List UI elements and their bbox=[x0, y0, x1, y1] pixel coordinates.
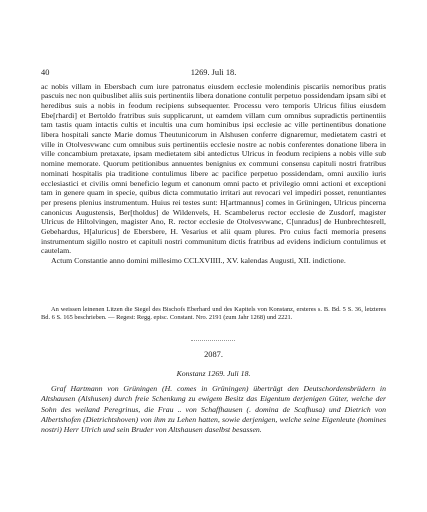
charter-main-paragraph: ac nobis villam in Ebersbach cum iure patronatus eiusdem ecclesie molendinis piscariis nemoribus pratis pascuis nec non quibuslibet aliis suis pertinentiis libera donatione contulit perpetuo possidendam ipsam sibi et heredibus suis a nobis in feodum recipiens subsequenter. Processu vero temporis Ulricus filius eiusdem Ebe[rhardi] et Bertoldo fratribus suis supplicarunt, ut eamdem villam cum omnibus supradictis pertinentiis tam tastis quam intactis cultis et incultis una cum hominibus ipsi ecclesie ac ville pertinentibus donatione libera hospitali sancte Marie domus Theutunicorum in Alshusen conferre dignaremur, medietatem castri et ville in Otolvesvwanc cum omnibus suis pertinentiis ecclesie nostre ac nobis conferentes donatione libera in ville concambium pretaxate, ipsam medietatem sibi antedictus Ulricus in feodum recipiens a nobis ville sub nomine memorate. Quorum petitionibus annuentes benignius ex communi consensu capituli nostri fratribus nominati hospitalis pia traditione contulimus libere ac pacifice perpetuo possidendam, omni auxilio iuris ecclesiastici et civilis omni beneficio legum et canonum omni pacto et privilegio omni actioni et exceptioni tam in genere quam in specie, quibus dicta commutatio irritari aut revocari vel impediri posset, renuntiantes per presens plenius instrumentum. Huius rei testes sunt: H[artmannus] comes in Grüningen, Ulricus pincerna canonicus Augustensis, Ber[tholdus] de Wildenvels, H. Scambelerus rector ecclesie de Zusdorf, magister Ulricus de Hiltolvingen, magister Ano, R. rector ecclesie de Otolvesvwanc, C[unradus] de Hunbrechtesrell, Gebehardus, H[aluricus] de Ebersbere, H. Vesarius et alii quam plures. Pro cuius facti memoria presens instrumentum sigillo nostro et capituli nostri communitum dictis fratribus ad evidens indicium contulimus et cautelam. bbox=[41, 81, 386, 256]
seal-note: An weissen leinenen Litzen die Siegel des Bischofs Eberhard und des Kapitels von Konstanz, ersteres s. B. Bd. 5 S. 36, letzteres Bd. 6 S. 165 beschrieben. — Regest: Regg. episc. Constant. Nro. 2191 (zum Jahr 1268) und 2221. bbox=[41, 306, 386, 321]
place-date-line: Konstanz 1269. Juli 18. bbox=[176, 369, 251, 378]
document-number: 2087. bbox=[204, 350, 223, 359]
charter-text bbox=[41, 82, 386, 266]
regest-paragraph: Graf Hartmann von Grüningen (H. comes in Grüningen) überträgt den Deutschordensbrüdern in Altshausen (Alshusen) durch freie Schenkung zu ewigem Besitz das Eigentum derjenigen Güter, welche der Sohn des weiland Peregrinus, die Frau .. von Schaffhausen (. domina de Scafhusa) und Dietrich von Albertshofen (Dietrichtshoven) von ihm zu Lehen hatten, sowie derjenigen, welche seine Eigenleute (homines nostri) Herr Ulrich und sein Bruder von Altshausen daselbst besassen. bbox=[41, 384, 386, 435]
editorial-notes bbox=[41, 306, 386, 322]
page-number: 40 bbox=[41, 68, 50, 77]
page-header bbox=[41, 68, 386, 78]
regest-summary bbox=[41, 384, 386, 435]
section-divider bbox=[191, 340, 235, 341]
charter-closing-paragraph: Actum Constantie anno domini millesimo CCLXVIIII., XV. kalendas Augusti, XII. indictione. bbox=[51, 256, 346, 266]
running-title: 1269. Juli 18. bbox=[190, 68, 237, 77]
